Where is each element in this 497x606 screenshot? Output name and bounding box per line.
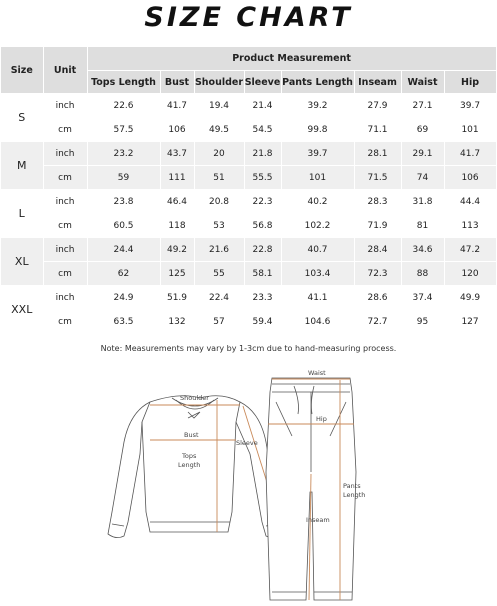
measurement-cell: 95 xyxy=(401,310,444,334)
column-header: Sleeve xyxy=(244,71,281,94)
bust-label: Bust xyxy=(184,431,199,439)
measurement-cell: 55.5 xyxy=(244,166,281,190)
unit-cell: inch xyxy=(43,286,87,310)
measurement-cell: 101 xyxy=(281,166,354,190)
size-cell: S xyxy=(1,94,43,142)
measurement-cell: 22.4 xyxy=(194,286,244,310)
measurement-cell: 74 xyxy=(401,166,444,190)
measurement-cell: 63.5 xyxy=(87,310,160,334)
inseam-label: Inseam xyxy=(306,516,330,524)
column-header: Shoulder xyxy=(194,71,244,94)
measurement-cell: 111 xyxy=(160,166,194,190)
size-header: Size xyxy=(1,47,43,94)
measurement-note: Note: Measurements may vary by 1-3cm due to hand-measuring process. xyxy=(100,344,397,353)
column-header: Inseam xyxy=(354,71,401,94)
measurement-cell: 72.7 xyxy=(354,310,401,334)
measurement-cell: 104.6 xyxy=(281,310,354,334)
measurement-cell: 43.7 xyxy=(160,142,194,166)
measurement-cell: 54.5 xyxy=(244,118,281,142)
unit-cell: cm xyxy=(43,262,87,286)
unit-cell: cm xyxy=(43,166,87,190)
size-cell: M xyxy=(1,142,43,190)
measurement-cell: 28.3 xyxy=(354,190,401,214)
measurement-cell: 40.2 xyxy=(281,190,354,214)
measurement-cell: 34.6 xyxy=(401,238,444,262)
hip-label: Hip xyxy=(316,415,327,423)
measurement-cell: 39.7 xyxy=(281,142,354,166)
unit-header: Unit xyxy=(43,47,87,94)
measurement-cell: 24.4 xyxy=(87,238,160,262)
measurement-cell: 59.4 xyxy=(244,310,281,334)
measurement-cell: 71.5 xyxy=(354,166,401,190)
measurement-cell: 47.2 xyxy=(444,238,496,262)
measurement-cell: 21.8 xyxy=(244,142,281,166)
column-header: Waist xyxy=(401,71,444,94)
table-row xyxy=(1,190,496,214)
measurement-cell: 27.9 xyxy=(354,94,401,118)
unit-cell: inch xyxy=(43,142,87,166)
measurement-cell: 125 xyxy=(160,262,194,286)
measurement-cell: 29.1 xyxy=(401,142,444,166)
measurement-cell: 28.4 xyxy=(354,238,401,262)
measurement-cell: 59 xyxy=(87,166,160,190)
measurement-cell: 51.9 xyxy=(160,286,194,310)
measurement-cell: 106 xyxy=(160,118,194,142)
table-row xyxy=(1,286,496,310)
measurement-cell: 24.9 xyxy=(87,286,160,310)
table-row xyxy=(1,262,496,286)
measurement-cell: 106 xyxy=(444,166,496,190)
measurement-cell: 20.8 xyxy=(194,190,244,214)
measurement-cell: 31.8 xyxy=(401,190,444,214)
measurement-cell: 51 xyxy=(194,166,244,190)
measurement-cell: 23.8 xyxy=(87,190,160,214)
unit-cell: cm xyxy=(43,310,87,334)
measurement-cell: 99.8 xyxy=(281,118,354,142)
size-cell: XXL xyxy=(1,286,43,334)
pants-length-label-2: Length xyxy=(343,491,366,499)
measurement-cell: 57.5 xyxy=(87,118,160,142)
table-row xyxy=(1,166,496,190)
measurement-cell: 58.1 xyxy=(244,262,281,286)
measurement-cell: 39.2 xyxy=(281,94,354,118)
waist-label: Waist xyxy=(308,369,326,377)
measurement-cell: 49.2 xyxy=(160,238,194,262)
measurement-cell: 53 xyxy=(194,214,244,238)
pants-length-label-1: Pants xyxy=(343,482,361,490)
tops-length-label-2: Length xyxy=(178,461,201,469)
measurement-cell: 23.3 xyxy=(244,286,281,310)
product-measurement-header: Product Measurement xyxy=(87,47,496,71)
measurement-cell: 19.4 xyxy=(194,94,244,118)
measurement-cell: 132 xyxy=(160,310,194,334)
table-row xyxy=(1,142,496,166)
table-row xyxy=(1,94,496,118)
measurement-cell: 37.4 xyxy=(401,286,444,310)
size-cell: XL xyxy=(1,238,43,286)
measurement-cell: 22.6 xyxy=(87,94,160,118)
measurement-cell: 21.4 xyxy=(244,94,281,118)
unit-cell: inch xyxy=(43,190,87,214)
measurement-cell: 22.8 xyxy=(244,238,281,262)
measurement-cell: 20 xyxy=(194,142,244,166)
measurement-cell: 44.4 xyxy=(444,190,496,214)
measurement-cell: 28.1 xyxy=(354,142,401,166)
column-header: Tops Length xyxy=(87,71,160,94)
measurement-cell: 103.4 xyxy=(281,262,354,286)
measurement-cell: 49.9 xyxy=(444,286,496,310)
measurement-cell: 41.7 xyxy=(160,94,194,118)
measurement-cell: 72.3 xyxy=(354,262,401,286)
measurement-cell: 113 xyxy=(444,214,496,238)
column-header: Hip xyxy=(444,71,496,94)
measurement-cell: 102.2 xyxy=(281,214,354,238)
measurement-diagram xyxy=(0,362,497,606)
size-chart-table xyxy=(1,47,497,334)
table-row xyxy=(1,310,496,334)
column-header: Bust xyxy=(160,71,194,94)
measurement-cell: 118 xyxy=(160,214,194,238)
measurement-cell: 101 xyxy=(444,118,496,142)
size-cell: L xyxy=(1,190,43,238)
measurement-cell: 22.3 xyxy=(244,190,281,214)
table-row xyxy=(1,214,496,238)
measurement-cell: 120 xyxy=(444,262,496,286)
measurement-cell: 57 xyxy=(194,310,244,334)
measurement-cell: 55 xyxy=(194,262,244,286)
table-row xyxy=(1,118,496,142)
measurement-cell: 62 xyxy=(87,262,160,286)
measurement-cell: 60.5 xyxy=(87,214,160,238)
measurement-cell: 71.1 xyxy=(354,118,401,142)
unit-cell: cm xyxy=(43,118,87,142)
measurement-cell: 46.4 xyxy=(160,190,194,214)
measurement-cell: 41.7 xyxy=(444,142,496,166)
measurement-cell: 127 xyxy=(444,310,496,334)
column-header: Pants Length xyxy=(281,71,354,94)
page-title: SIZE CHART xyxy=(144,2,353,33)
sleeve-label: Sleeve xyxy=(236,439,258,447)
measurement-cell: 39.7 xyxy=(444,94,496,118)
unit-cell: cm xyxy=(43,214,87,238)
table-row xyxy=(1,238,496,262)
measurement-cell: 40.7 xyxy=(281,238,354,262)
measurement-cell: 88 xyxy=(401,262,444,286)
shoulder-label: Shoulder xyxy=(180,394,209,402)
measurement-cell: 23.2 xyxy=(87,142,160,166)
measurement-cell: 27.1 xyxy=(401,94,444,118)
measurement-cell: 41.1 xyxy=(281,286,354,310)
measurement-cell: 69 xyxy=(401,118,444,142)
measurement-cell: 21.6 xyxy=(194,238,244,262)
unit-cell: inch xyxy=(43,94,87,118)
measurement-cell: 28.6 xyxy=(354,286,401,310)
measurement-cell: 56.8 xyxy=(244,214,281,238)
measurement-cell: 71.9 xyxy=(354,214,401,238)
unit-cell: inch xyxy=(43,238,87,262)
measurement-cell: 81 xyxy=(401,214,444,238)
measurement-cell: 49.5 xyxy=(194,118,244,142)
tops-length-label-1: Tops xyxy=(182,452,197,460)
